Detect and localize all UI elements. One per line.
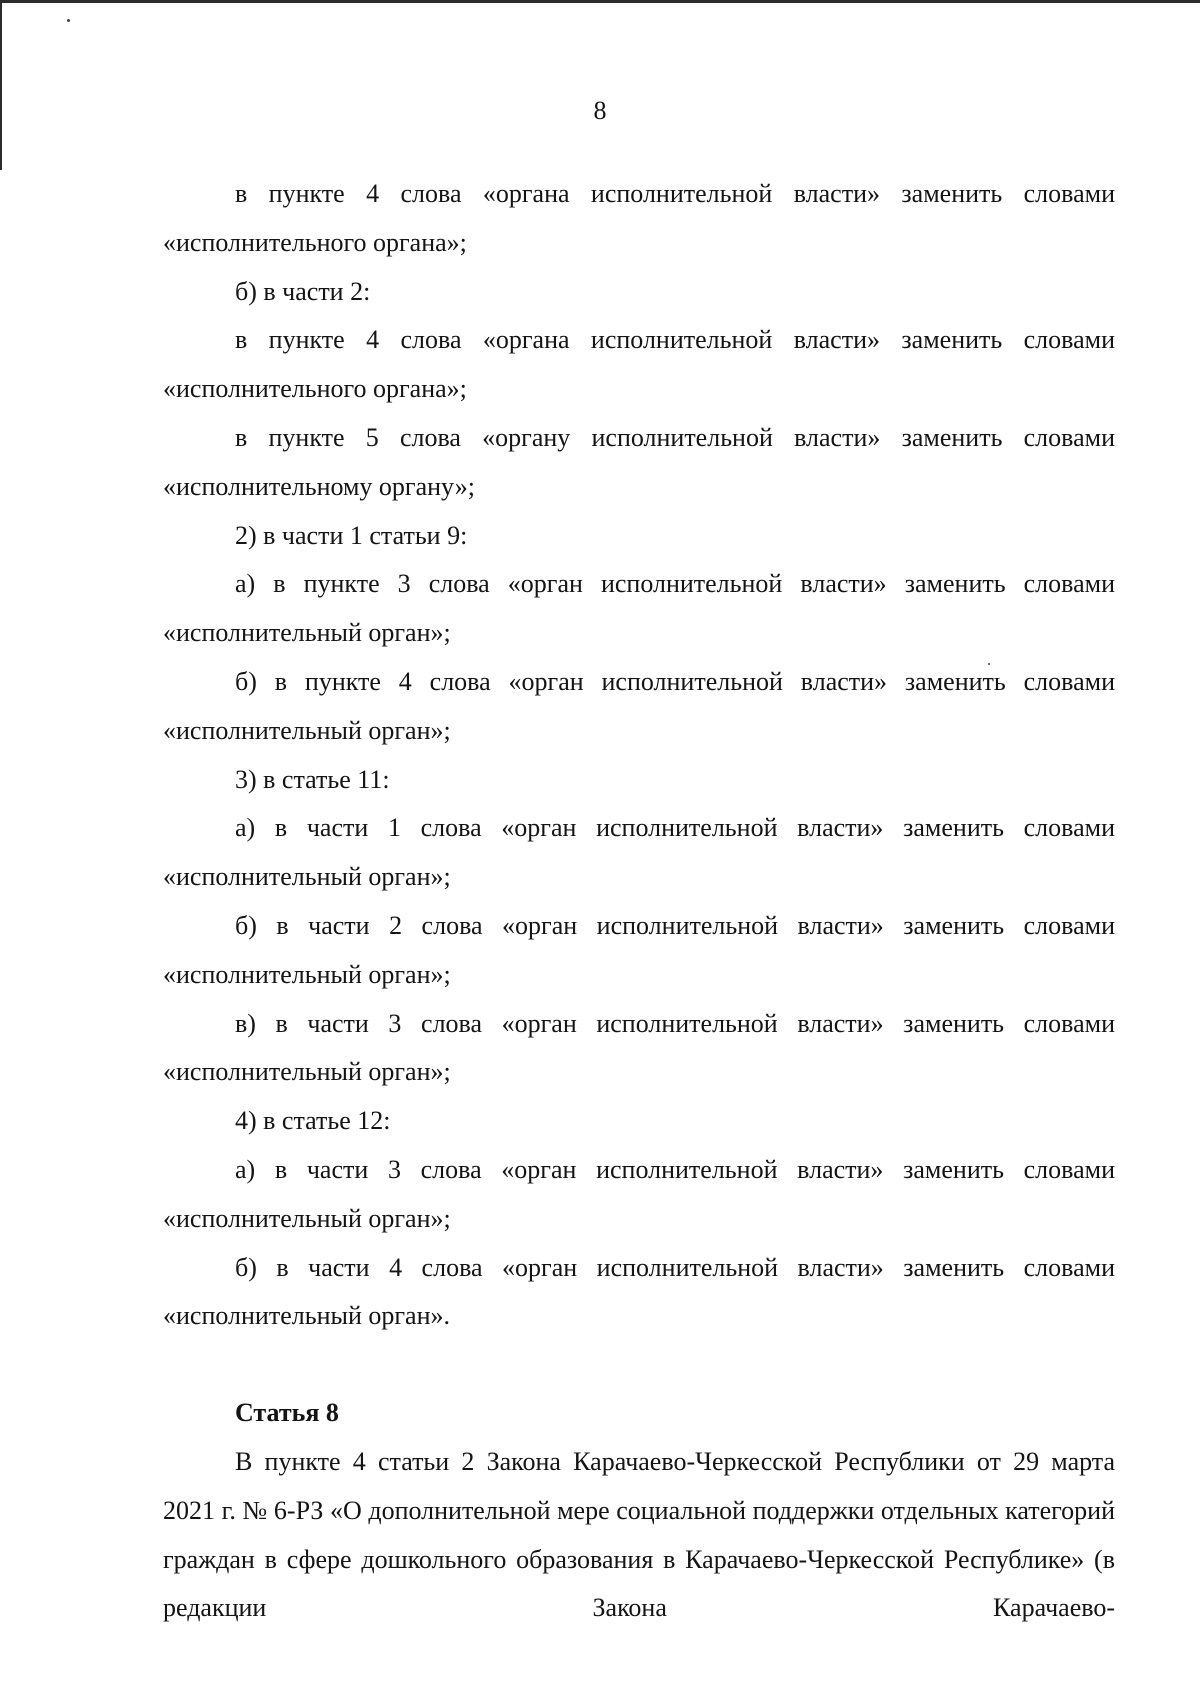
paragraph: а) в части 1 слова «орган исполнительной власти» заменить словами «исполнительный орган»; (163, 813, 1115, 892)
paragraph: а) в части 3 слова «орган исполнительной власти» заменить словами «исполнительный орган»; (163, 1154, 1115, 1233)
paragraph: б) в части 2 слова «орган исполнительной власти» заменить словами «исполнительный орган»; (163, 910, 1115, 989)
paragraph: 2) в части 1 статьи 9: (235, 520, 468, 550)
section-spacer (163, 1341, 1115, 1389)
paragraph: в пункте 4 слова «органа исполнительной власти» заменить словами «исполнительного органа»; (163, 325, 1115, 404)
paragraph: б) в части 4 слова «орган исполнительной власти» заменить словами «исполнительный орган». (163, 1252, 1115, 1331)
page-number: 8 (593, 96, 607, 125)
scan-speck (67, 19, 70, 22)
article-paragraph: В пункте 4 статьи 2 Закона Карачаево-Черкесской Республики от 29 марта 2021 г. № 6-РЗ «О дополнительной мере социальной поддержки отдельных категорий граждан в сфере дошкольного образования в Карачаево-Черкесской Республике» (в редакции Закона Карачаево- (163, 1446, 1115, 1623)
paragraph: б) в части 2: (235, 276, 371, 306)
paragraph: 4) в статье 12: (235, 1106, 391, 1136)
document-body (163, 170, 1115, 1633)
paragraph: в) в части 3 слова «орган исполнительной власти» заменить словами «исполнительный орган»; (163, 1008, 1115, 1087)
paragraph: а) в пункте 3 слова «орган исполнительной власти» заменить словами «исполнительный орган»; (163, 569, 1115, 648)
paragraph: в пункте 5 слова «органу исполнительной власти» заменить словами «исполнительному органу»; (163, 422, 1115, 501)
paragraph: 3) в статье 11: (235, 764, 390, 794)
article-heading: Статья 8 (235, 1398, 339, 1428)
paragraph: б) в пункте 4 слова «орган исполнительной власти» заменить словами «исполнительный орган»; (163, 666, 1115, 745)
scan-edge-top (0, 0, 1200, 3)
paragraph: в пункте 4 слова «органа исполнительной власти» заменить словами «исполнительного органа»; (163, 179, 1115, 257)
scan-edge-left (0, 0, 2, 170)
